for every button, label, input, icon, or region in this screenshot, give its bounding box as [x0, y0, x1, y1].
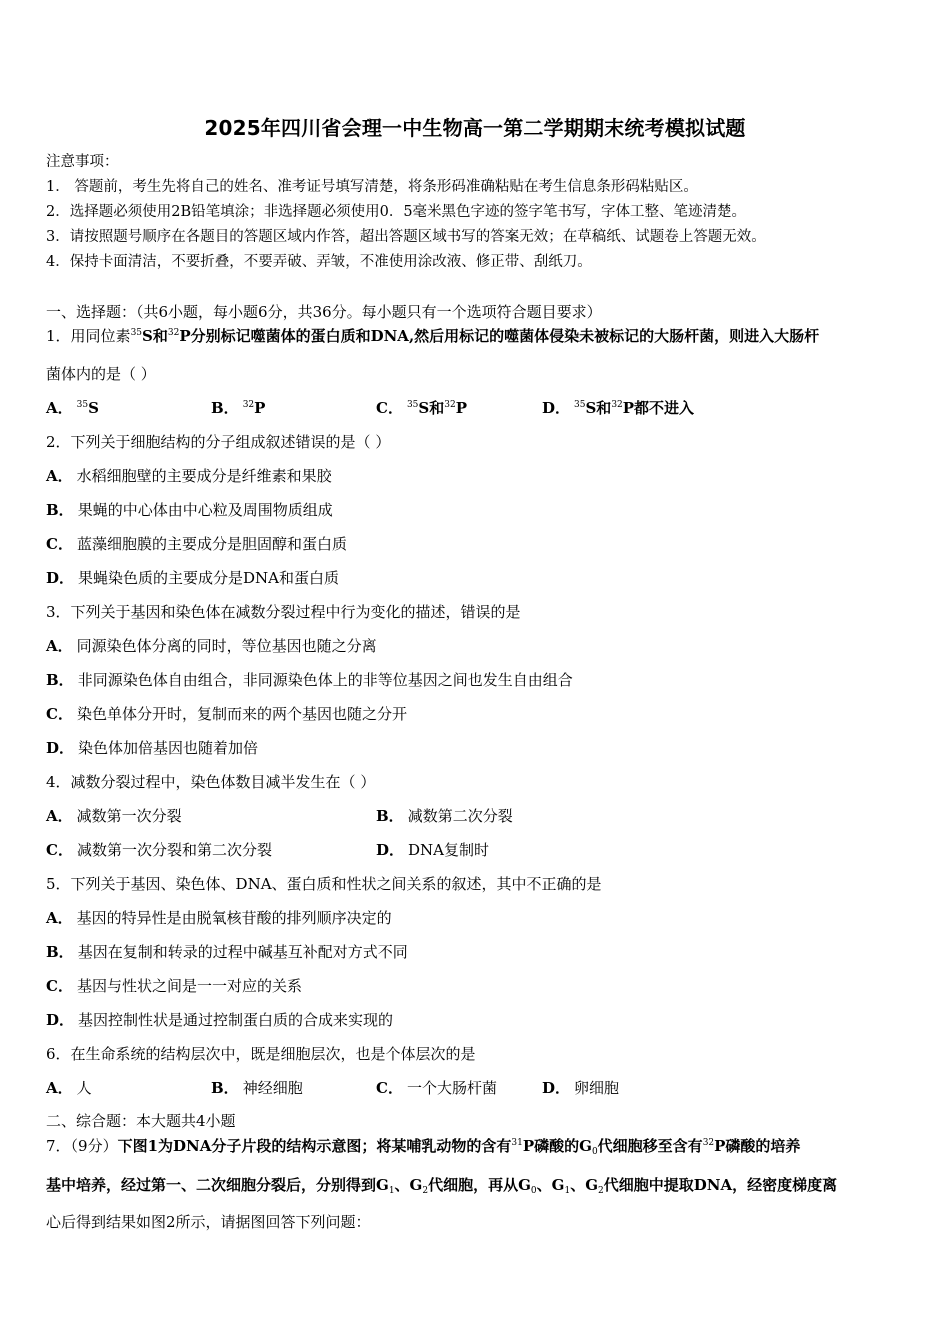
question-6: 6．在生命系统的结构层次中，既是细胞层次，也是个体层次的是 — [46, 1045, 476, 1063]
option-a: A． 人 — [46, 1079, 92, 1097]
option-d: D． 基因控制性状是通过控制蛋白质的合成来实现的 — [46, 1011, 394, 1029]
option-c: C． 一个大肠杆菌 — [376, 1079, 497, 1097]
question-7-line-3: 心后得到结果如图2所示，请据图回答下列问题： — [46, 1213, 371, 1231]
option-a: A． $^{35}$S — [46, 399, 99, 417]
question-3: 3．下列关于基因和染色体在减数分裂过程中行为变化的描述，错误的是 — [46, 603, 521, 621]
option-c: C． 染色单体分开时，复制而来的两个基因也随之分开 — [46, 705, 407, 723]
page-title: 2025年四川省会理一中生物高一第二学期期末统考模拟试题 — [204, 116, 746, 140]
option-c: C． $^{35}$S和$^{32}$P — [376, 399, 467, 417]
notice-heading: 注意事项： — [46, 154, 119, 170]
question-7-line-2: 基中培养，经过第一、二次细胞分裂后，分别得到$G_1$、$G_2$代细胞，再从$G_0$、$G_1$、$G_2$代细胞中提取DNA，经密度梯度离 — [46, 1176, 838, 1196]
notice-item: 2．选择题必须使用2B铅笔填涂；非选择题必须使用0．5毫米黑色字迹的签字笔书写，字体工整、笔迹清楚。 — [46, 204, 747, 220]
option-c: C． 减数第一次分裂和第二次分裂 — [46, 841, 272, 859]
option-b: B． 神经细胞 — [211, 1079, 303, 1097]
question-7: 7．（9分）下图1为DNA分子片段的结构示意图；将某哺乳动物的含有$^{31}$P磷酸的$G_0$代细胞移至含有$^{32}$P磷酸的培养 — [46, 1137, 801, 1157]
option-a: A． 减数第一次分裂 — [46, 807, 182, 825]
question-2: 2．下列关于细胞结构的分子组成叙述错误的是（ ） — [46, 433, 391, 451]
question-1-continuation: 菌体内的是（ ） — [46, 365, 156, 383]
option-a: A． 同源染色体分离的同时，等位基因也随之分离 — [46, 637, 377, 655]
option-a: A． 基因的特异性是由脱氧核苷酸的排列顺序决定的 — [46, 909, 392, 927]
section-heading: 一、选择题：（共6小题，每小题6分，共36分。每小题只有一个选项符合题目要求） — [46, 303, 602, 321]
notice-item: 4．保持卡面清洁，不要折叠，不要弄破、弄皱，不准使用涂改液、修正带、刮纸刀。 — [46, 254, 592, 270]
option-a: A． 水稻细胞壁的主要成分是纤维素和果胶 — [46, 467, 332, 485]
option-b: B． 减数第二次分裂 — [376, 807, 513, 825]
option-d: D． 染色体加倍基因也随着加倍 — [46, 739, 259, 757]
option-b: B． $^{32}$P — [211, 399, 266, 417]
notice-item: 1． 答题前，考生先将自己的姓名、准考证号填写清楚，将条形码准确粘贴在考生信息条形码粘贴区。 — [46, 179, 698, 195]
question-number: 1． — [46, 327, 71, 345]
option-b: B． 果蝇的中心体由中心粒及周围物质组成 — [46, 501, 333, 519]
question-1: 1．用同位素$^{35}$S和$^{32}$P分别标记噬菌体的蛋白质和DNA,然后用标记的噬菌体侵染未被标记的大肠杆菌，则进入大肠杆 — [46, 327, 820, 345]
option-d: D． 卵细胞 — [542, 1079, 620, 1097]
option-d: D． DNA复制时 — [376, 841, 489, 859]
option-b: B． 基因在复制和转录的过程中碱基互补配对方式不同 — [46, 943, 408, 961]
section-heading: 二、综合题：本大题共4小题 — [46, 1112, 236, 1130]
option-c: C． 蓝藻细胞膜的主要成分是胆固醇和蛋白质 — [46, 535, 347, 553]
option-c: C． 基因与性状之间是一一对应的关系 — [46, 977, 302, 995]
option-b: B． 非同源染色体自由组合，非同源染色体上的非等位基因之间也发生自由组合 — [46, 671, 573, 689]
question-5: 5．下列关于基因、染色体、DNA、蛋白质和性状之间关系的叙述，其中不正确的是 — [46, 875, 602, 893]
notice-item: 3．请按照题号顺序在各题目的答题区域内作答，超出答题区域书写的答案无效；在草稿纸、试题卷上答题无效。 — [46, 229, 766, 245]
option-d: D． $^{35}$S和$^{32}$P都不进入 — [542, 399, 695, 417]
option-d: D． 果蝇染色质的主要成分是DNA和蛋白质 — [46, 569, 340, 587]
question-4: 4．减数分裂过程中，染色体数目减半发生在（ ） — [46, 773, 376, 791]
